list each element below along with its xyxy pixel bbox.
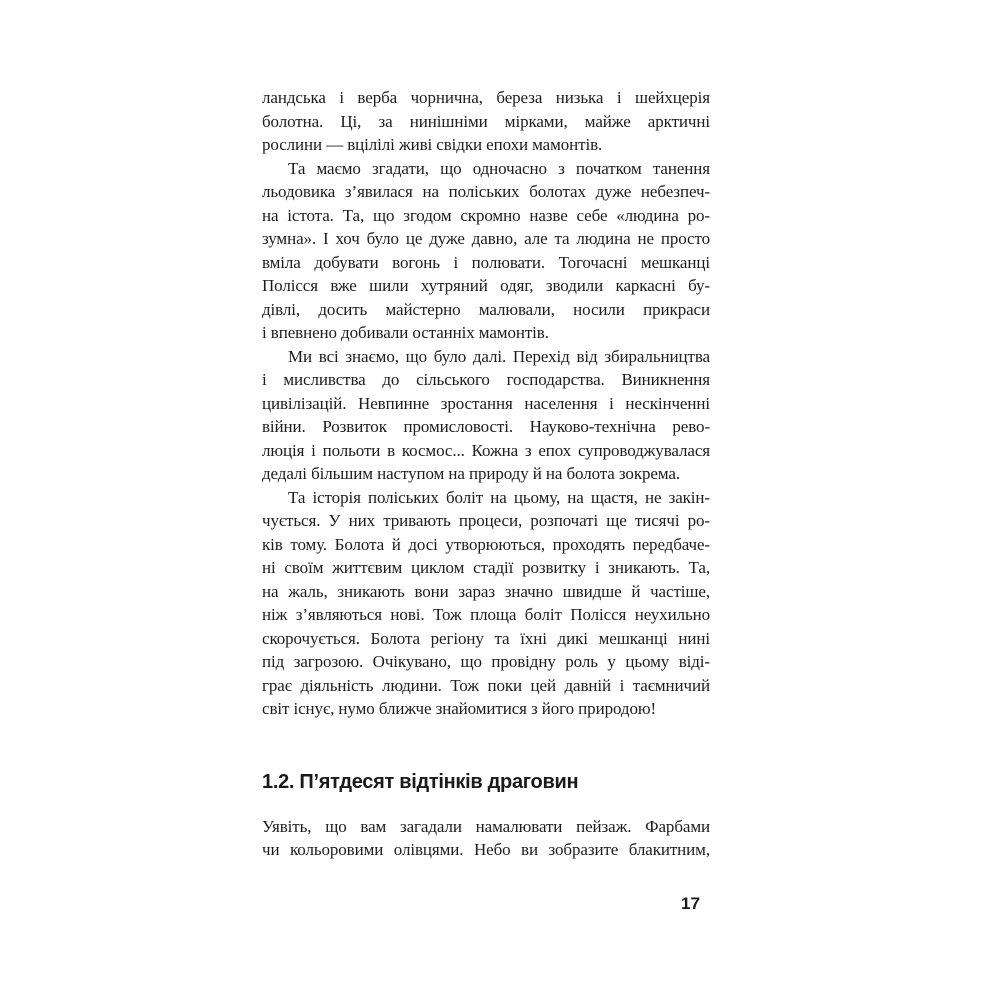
text-line: зумна». І хоч було це дуже давно, але та людина не просто	[262, 229, 710, 248]
text-line: скорочується. Болота регіону та їхні дикі мешканці нині	[262, 628, 710, 648]
text-line: дедалі більшим наступом на природу й на болота зокрема.	[262, 464, 680, 483]
text-line: війни. Розвиток промисловості. Науково-технічна рево-	[262, 417, 710, 436]
text-line: ні своїм життєвим циклом стадії розвитку і зникають. Та,	[262, 558, 710, 577]
text-line: дівлі, досить майстерно малювали, носили прикраси	[262, 299, 710, 319]
text-line: Ми всі знаємо, що було далі. Перехід від збиральництва	[288, 346, 710, 366]
text-line: вміла добувати вогонь і полювати. Тогочасні мешканці	[262, 252, 710, 272]
text-line: Та маємо згадати, що одночасно з початком танення	[288, 158, 710, 178]
text-line: Полісся вже шили хутряний одяг, зводили каркасні бу-	[262, 276, 710, 295]
paragraph	[262, 486, 710, 721]
text-line: рослини — вцілілі живі свідки епохи мамонтів.	[262, 135, 603, 154]
text-line: болотна. Ці, за нинішніми мірками, майже арктичні	[262, 111, 710, 131]
text-line: і впевнено добивали останніх мамонтів.	[262, 323, 549, 342]
text-line: на жаль, зникають вони зараз значно швидше й частіше,	[262, 581, 710, 601]
text-line: чується. У них тривають процеси, розпочаті ще тисячі ро-	[262, 511, 710, 530]
text-line: люція і польоти в космос... Кожна з епох супроводжувалася	[262, 440, 710, 460]
section-heading: 1.2. П’ятдесят відтінків драговин	[262, 770, 579, 793]
text-line: льодовика з’явилася на поліських болотах дуже небезпеч-	[262, 182, 710, 201]
text-line: світ існує, нумо ближче знайомитися з його природою!	[262, 699, 657, 718]
text-block	[262, 86, 710, 862]
text-line: під загрозою. Очікувано, що провідну роль у цьому віді-	[262, 652, 710, 671]
paragraph	[262, 157, 710, 345]
text-line: ландська і верба чорнична, береза низька і шейхцерія	[262, 88, 710, 107]
paragraph	[262, 815, 710, 862]
text-line: на істота. Та, що згодом скромно назве себе «людина ро-	[262, 205, 710, 225]
text-line: Та історія поліських боліт на цьому, на щастя, не закін-	[288, 487, 710, 507]
text-line: ків тому. Болота й досі утворюються, проходять передбаче-	[262, 534, 710, 554]
text-line: грає діяльність людини. Тож поки цей давній і таємничий	[262, 675, 710, 695]
paragraph	[262, 86, 710, 157]
page-number: 17	[681, 894, 700, 913]
text-line: ніж з’являються нові. Тож площа боліт Полісся неухильно	[262, 605, 710, 624]
text-line: чи кольоровими олівцями. Небо ви зобразите блакитним,	[262, 840, 710, 859]
text-line: Уявіть, що вам загадали намалювати пейзаж. Фарбами	[262, 816, 710, 836]
text-line: цивілізацій. Невпинне зростання населення і нескінченні	[262, 393, 710, 413]
text-line: і мисливства до сільського господарства. Виникнення	[262, 370, 710, 389]
paragraph	[262, 345, 710, 486]
